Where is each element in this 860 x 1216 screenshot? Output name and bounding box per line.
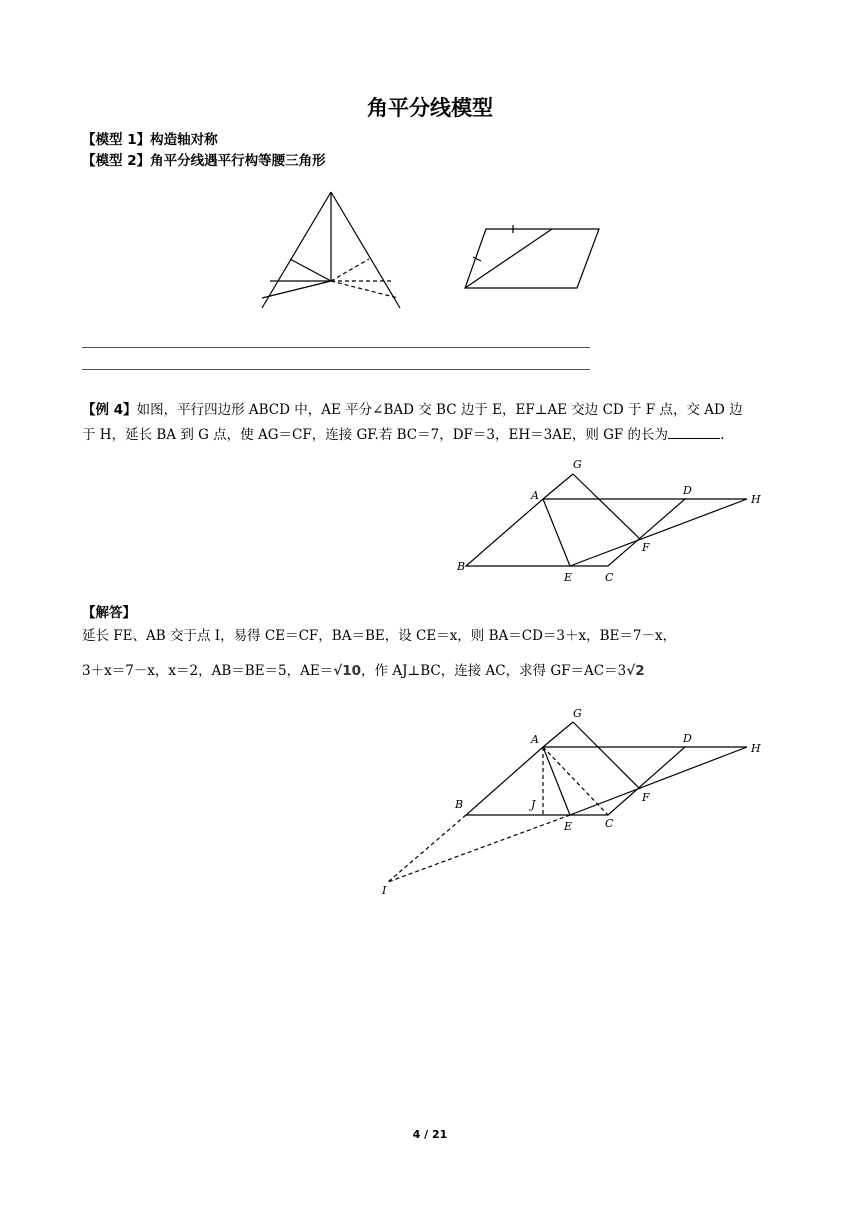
label-G: G bbox=[573, 458, 582, 471]
label-B: B bbox=[457, 560, 466, 573]
page-number: 4 / 21 bbox=[412, 1128, 448, 1141]
label-B: B bbox=[455, 798, 464, 811]
answer-blank bbox=[668, 426, 720, 439]
model-1 bbox=[82, 130, 218, 150]
page-title: 角平分线模型 bbox=[367, 96, 493, 120]
label-F: F bbox=[642, 541, 650, 554]
sqrt-10: √10 bbox=[333, 663, 362, 679]
answer-line-2 bbox=[82, 661, 645, 681]
solution-figure bbox=[375, 700, 775, 900]
model-diagrams bbox=[250, 185, 620, 315]
label-G: G bbox=[573, 707, 582, 720]
label-D: D bbox=[683, 484, 692, 497]
label-C: C bbox=[605, 817, 614, 830]
label-I: I bbox=[382, 884, 387, 897]
label-J: J bbox=[531, 798, 536, 811]
label-F: F bbox=[642, 791, 650, 804]
label-C: C bbox=[605, 571, 614, 584]
label-E: E bbox=[564, 571, 573, 584]
example-tag: 【例 4】 bbox=[82, 402, 137, 418]
answer-tag: 【解答】 bbox=[82, 605, 136, 621]
label-D: D bbox=[683, 732, 692, 745]
label-H: H bbox=[751, 742, 761, 755]
model-2-text: 角平分线遇平行构等腰三角形 bbox=[150, 153, 326, 169]
answer-line-1: 延长 FE、AB 交于点 I，易得 CE＝CF，BA＝BE，设 CE＝x，则 BA＝CD＝3＋x，BE＝7－x， bbox=[82, 628, 677, 644]
model-1-text: 构造轴对称 bbox=[150, 132, 218, 148]
label-A: A bbox=[531, 733, 539, 746]
example-text-2: 于 H，延长 BA 到 G 点，使 AG＝CF，连接 GF.若 BC＝7，DF＝3，EH＝3AE，则 GF 的长为 bbox=[82, 427, 669, 443]
divider-1 bbox=[82, 347, 590, 348]
example-text-2-end: . bbox=[720, 427, 725, 443]
model-2 bbox=[82, 151, 326, 171]
divider-2 bbox=[82, 369, 590, 370]
answer-text-2a: 3＋x＝7－x，x＝2，AB＝BE＝5，AE＝ bbox=[82, 663, 334, 679]
sqrt-2: √2 bbox=[626, 663, 645, 679]
label-A: A bbox=[531, 489, 539, 502]
label-E: E bbox=[564, 820, 573, 833]
example-4 bbox=[82, 398, 782, 448]
example-figure bbox=[450, 455, 770, 585]
example-line-2 bbox=[82, 423, 782, 448]
model-1-tag: 【模型 1】 bbox=[82, 132, 151, 148]
label-H: H bbox=[751, 493, 761, 506]
example-text-1: 如图，平行四边形 ABCD 中，AE 平分∠BAD 交 BC 边于 E，EF⊥AE 交边 CD 于 F 点，交 AD 边 bbox=[136, 402, 743, 418]
model-2-tag: 【模型 2】 bbox=[82, 153, 151, 169]
answer-text-2b: ，作 AJ⊥BC，连接 AC，求得 GF＝AC＝3 bbox=[361, 663, 627, 679]
example-line-1 bbox=[82, 398, 782, 423]
